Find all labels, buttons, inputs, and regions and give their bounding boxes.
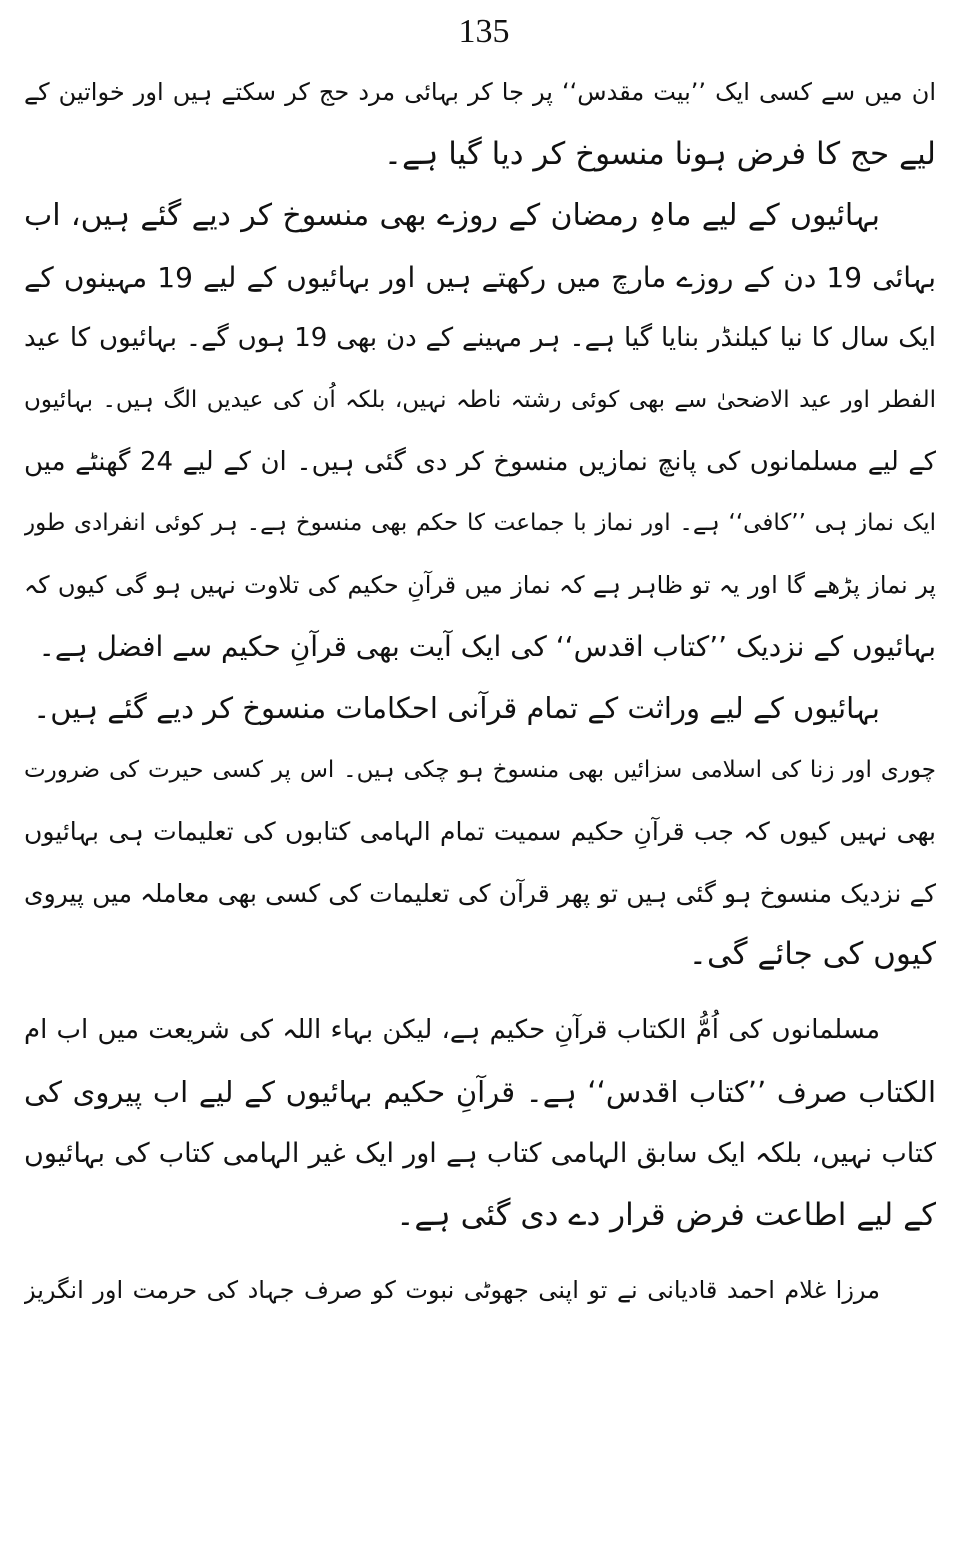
text-line: پر نماز پڑھے گا اور یہ تو ظاہر ہے کہ نماز میں قرآنِ حکیم کی تلاوت نہیں ہو گی کیوں کہ bbox=[24, 570, 936, 599]
text-line: مسلمانوں کی اُمُّ الکتاب قرآنِ حکیم ہے، لیکن بہاء اللہ کی شریعت میں اب ام bbox=[24, 1014, 880, 1045]
text-line: لیے حج کا فرض ہونا منسوخ کر دیا گیا ہے۔ bbox=[383, 135, 936, 172]
urdu-body-text bbox=[24, 62, 936, 1322]
text-line: کے نزدیک منسوخ ہو گئی ہیں تو پھر قرآن کی تعلیمات کی کسی بھی معاملہ میں پیروی bbox=[24, 878, 936, 908]
text-line: بہائیوں کے لیے وراثت کے تمام قرآنی احکامات منسوخ کر دیے گئے ہیں۔ bbox=[33, 690, 880, 725]
text-line: ایک سال کا نیا کیلنڈر بنایا گیا ہے۔ ہر مہینے کے دن بھی 19 ہوں گے۔ بہائیوں کا عید bbox=[24, 323, 936, 354]
paragraph-gap bbox=[24, 1246, 936, 1260]
text-line: ایک نماز ہی ’’کافی‘‘ ہے۔ اور نماز با جماعت کا حکم بھی منسوخ ہے۔ ہر کوئی انفرادی طور bbox=[24, 510, 936, 537]
text-line: بہائیوں کے نزدیک ’’کتاب اقدس‘‘ کی ایک آیت بھی قرآنِ حکیم سے افضل ہے۔ bbox=[38, 630, 936, 664]
paragraph-gap bbox=[24, 986, 936, 1000]
text-line: بہائیوں کے لیے ماہِ رمضان کے روزے بھی منسوخ کر دیے گئے ہیں، اب bbox=[24, 198, 880, 234]
text-line: الفطر اور عید الاضحیٰ سے بھی کوئی رشتہ ناطہ نہیں، بلکہ اُن کی عیدیں الگ ہیں۔ بہائیوں bbox=[24, 386, 936, 413]
page-number: 135 bbox=[458, 13, 510, 50]
text-line: بھی نہیں کیوں کہ جب قرآنِ حکیم سمیت تمام الہامی کتابوں کی تعلیمات ہی بہائیوں bbox=[24, 817, 936, 847]
text-line: چوری اور زنا کی اسلامی سزائیں بھی منسوخ ہو چکی ہیں۔ اس پر کسی حیرت کی ضرورت bbox=[24, 756, 936, 783]
text-line: کے لیے مسلمانوں کی پانچ نمازیں منسوخ کر دی گئی ہیں۔ ان کے لیے 24 گھنٹے میں bbox=[24, 446, 936, 477]
text-line: مرزا غلام احمد قادیانی نے تو اپنی جھوٹی نبوت کو صرف جہاد کی حرمت اور انگریز bbox=[24, 1276, 880, 1305]
text-line: کے لیے اطاعت فرض قرار دے دی گئی ہے۔ bbox=[396, 1196, 936, 1233]
text-line: کتاب نہیں، بلکہ ایک سابق الہامی کتاب ہے اور ایک غیر الہامی کتاب کی بہائیوں bbox=[24, 1138, 936, 1170]
text-line: ان میں سے کسی ایک ’’بیت مقدس‘‘ پر جا کر بہائی مرد حج کر سکتے ہیں اور خواتین کے bbox=[24, 78, 936, 106]
text-line: الکتاب صرف ’’کتاب اقدس‘‘ ہے۔ قرآنِ حکیم بہائیوں کے لیے اب پیروی کی bbox=[24, 1074, 936, 1109]
text-line: کیوں کی جائے گی۔ bbox=[688, 936, 936, 973]
text-line: بہائی 19 دن کے روزے مارچ میں رکھتے ہیں اور بہائیوں کے لیے 19 مہینوں کے bbox=[24, 260, 936, 294]
